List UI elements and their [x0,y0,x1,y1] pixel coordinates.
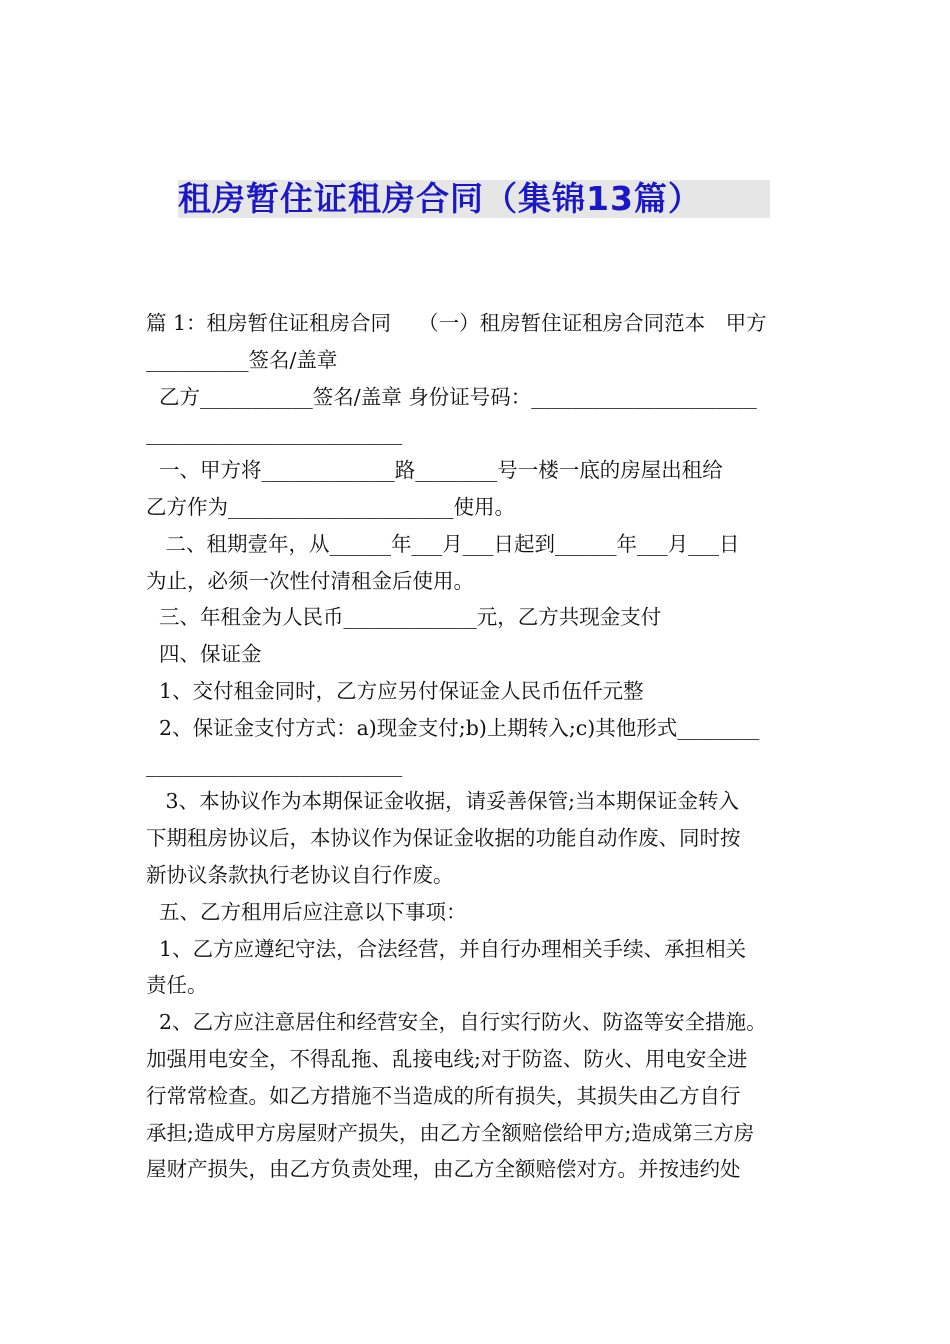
paragraph-line: 下期租房协议后，本协议作为保证金收据的功能自动作废、同时按 [146,826,741,851]
paragraph-line: 3、本协议作为本期保证金收据，请妥善保管;当本期保证金转入 [146,789,739,814]
paragraph-line: 行常常检查。如乙方措施不当造成的所有损失，其损失由乙方自行 [146,1083,741,1108]
paragraph-line: 二、租期壹年，从______年___月___日起到______年___月___日 [146,531,740,556]
paragraph-line: 五、乙方租用后应注意以下事项： [146,899,467,924]
paragraph-line: 乙方作为______________________使用。 [146,494,515,519]
paragraph-line: 责任。 [146,973,208,998]
paragraph-line: 屋财产损失，由乙方负责处理，由乙方全额赔偿对方。并按违约处 [146,1157,741,1182]
paragraph-line: 乙方___________签名/盖章 身份证号码：______________________ [146,384,757,409]
document-body [146,305,818,1188]
paragraph-line: 1、交付租金同时，乙方应另付保证金人民币伍仟元整 [146,678,644,703]
document-title: 租房暂住证租房合同（集锦13篇） [178,180,770,218]
paragraph-line: 1、乙方应遵纪守法，合法经营，并自行办理相关手续、承担相关 [146,936,747,961]
paragraph-line: 四、保证金 [146,642,262,667]
paragraph-line: _________________________ [146,752,403,777]
paragraph-line: 新协议条款执行老协议自行作废。 [146,862,454,887]
paragraph-line: 承担;造成甲方房屋财产损失，由乙方全额赔偿给甲方;造成第三方房 [146,1120,755,1145]
paragraph-line: 2、乙方应注意居住和经营安全，自行实行防火、防盗等安全措施。 [146,1010,767,1035]
paragraph-line: __________签名/盖章 [146,347,338,372]
paragraph-line: 为止，必须一次性付清租金后使用。 [146,568,474,593]
paragraph-line: 2、保证金支付方式：a)现金支付;b)上期转入;c)其他形式________ [146,715,760,740]
paragraph-line: 一、甲方将_____________路________号一楼一底的房屋出租给 [146,458,723,483]
paragraph-line: 加强用电安全，不得乱拖、乱接电线;对于防盗、防火、用电安全进 [146,1046,748,1071]
paragraph-line: _________________________ [146,421,403,446]
paragraph-line: 篇 1：租房暂住证租房合同 （一）租房暂住证租房合同范本 甲方 [146,311,767,335]
paragraph-line: 三、年租金为人民币_____________元，乙方共现金支付 [146,605,662,630]
